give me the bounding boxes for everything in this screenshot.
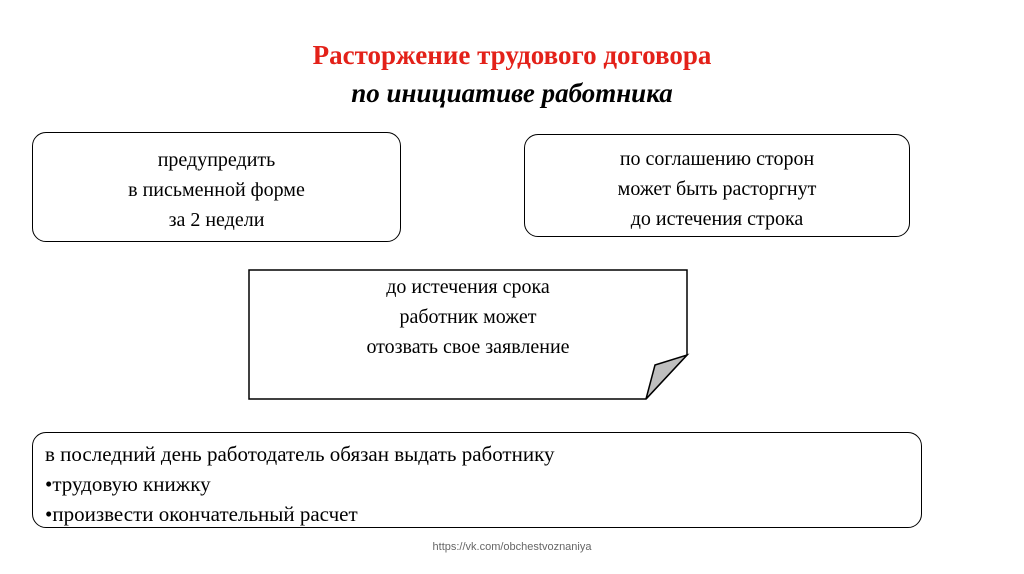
warning-line-1: предупредить	[157, 149, 276, 171]
agreement-box	[524, 134, 910, 237]
warning-line-2: в письменной форме	[128, 179, 305, 201]
warning-line-3: за 2 недели	[168, 209, 265, 231]
title-line-1: Расторжение трудового договора	[312, 40, 712, 70]
last-day-line-2: •трудовую книжку	[45, 472, 211, 496]
warning-box	[32, 132, 401, 242]
note-line-1: до истечения срока	[386, 276, 550, 298]
slide-title	[0, 36, 1024, 112]
last-day-box	[32, 432, 922, 528]
note-line-2: работник может	[399, 306, 537, 328]
withdrawal-note	[248, 269, 690, 401]
note-line-3: отозвать свое заявление	[366, 336, 570, 358]
agreement-line-2: может быть расторгнут	[617, 178, 817, 200]
agreement-line-3: до истечения строка	[630, 208, 804, 230]
last-day-line-3: •произвести окончательный расчет	[45, 502, 358, 526]
agreement-line-1: по соглашению сторон	[619, 148, 815, 170]
source-link[interactable]: https://vk.com/obchestvoznaniya	[432, 541, 592, 553]
last-day-line-1: в последний день работодатель обязан выдать работнику	[45, 442, 555, 466]
title-line-2: по инициативе работника	[351, 78, 673, 108]
